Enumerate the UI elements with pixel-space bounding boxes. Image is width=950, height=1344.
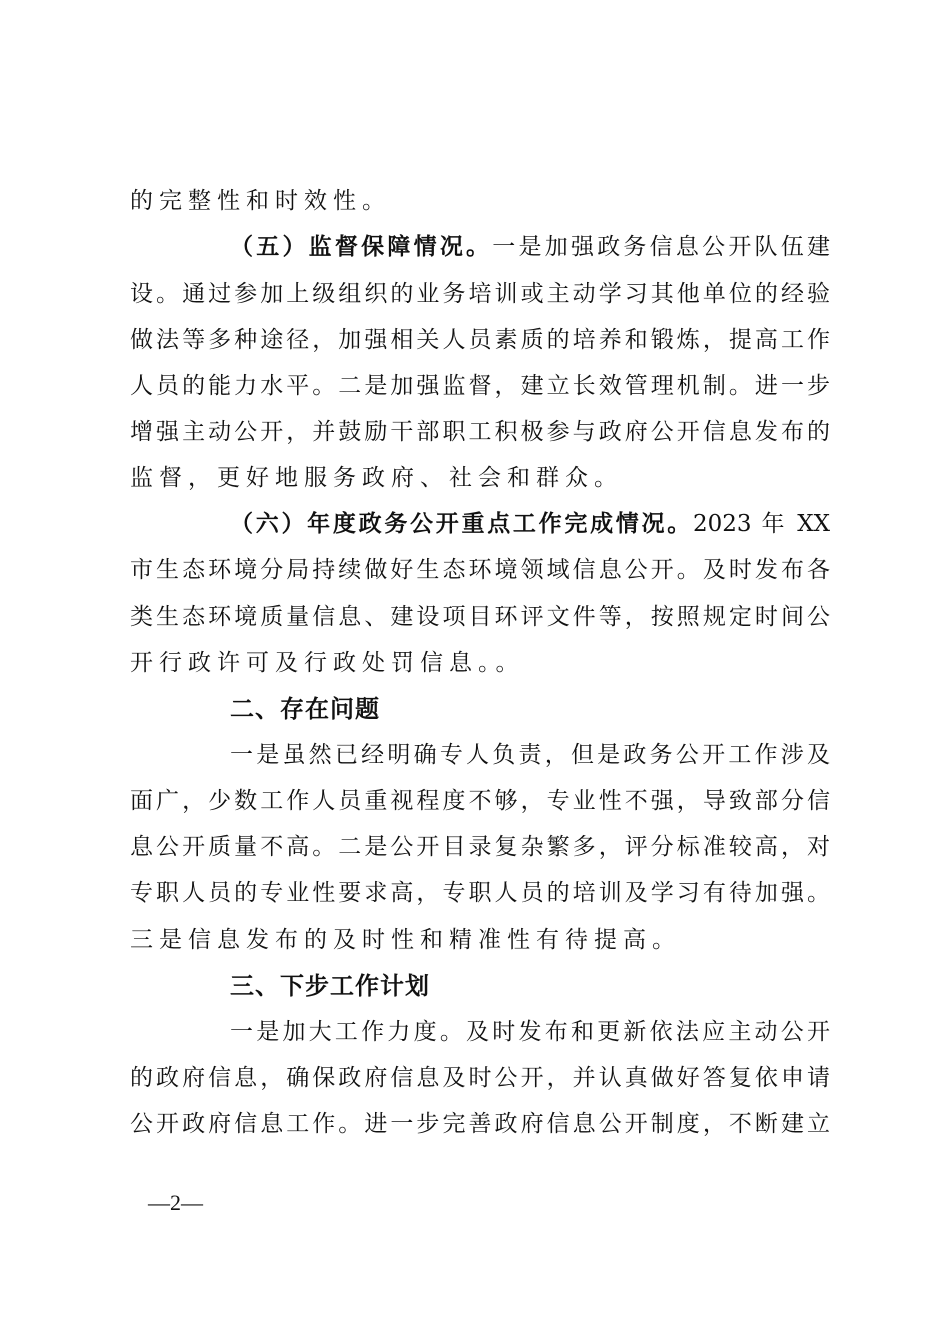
paragraph-line: 面广，少数工作人员重视程度不够，专业性不强，导致部分信 bbox=[130, 788, 830, 814]
paragraph-line: 专职人员的专业性要求高，专职人员的培训及学习有待加强。 bbox=[130, 880, 830, 906]
paragraph-line: 开行政许可及行政处罚信息。。 bbox=[130, 650, 525, 676]
section-six-text: 2023 年 XX bbox=[692, 511, 830, 537]
paragraph-line: 市生态环境分局持续做好生态环境领域信息公开。及时发布各 bbox=[130, 557, 830, 583]
paragraph-line: 三是信息发布的及时性和精准性有待提高。 bbox=[130, 927, 681, 953]
paragraph-line: 增强主动公开，并鼓励干部职工积极参与政府公开信息发布的 bbox=[130, 419, 830, 445]
page-number: —2— bbox=[148, 1190, 203, 1215]
section-six-heading: （六）年度政务公开重点工作完成情况。 bbox=[230, 510, 693, 537]
paragraph-line: 设。通过参加上级组织的业务培训或主动学习其他单位的经验 bbox=[130, 281, 830, 307]
paragraph-line: 类生态环境质量信息、建设项目环评文件等，按照规定时间公 bbox=[130, 604, 830, 630]
paragraph-line: 监督，更好地服务政府、社会和群众。 bbox=[130, 465, 623, 491]
section-five-heading: （五）监督保障情况。 bbox=[230, 233, 493, 260]
section-heading-problems: 二、存在问题 bbox=[230, 695, 380, 723]
section-six-line bbox=[230, 507, 830, 541]
section-five-text: 一是加强政务信息公开队伍建 bbox=[492, 234, 831, 260]
paragraph-line: 一是虽然已经明确专人负责，但是政务公开工作涉及 bbox=[230, 742, 830, 768]
paragraph-line: 做法等多种途径，加强相关人员素质的培养和锻炼，提高工作 bbox=[130, 327, 830, 353]
paragraph-line: 一是加大工作力度。及时发布和更新依法应主动公开 bbox=[230, 1019, 830, 1045]
section-heading-plan: 三、下步工作计划 bbox=[230, 972, 430, 1000]
paragraph-line: 的政府信息，确保政府信息及时公开，并认真做好答复依申请 bbox=[130, 1065, 830, 1091]
paragraph-line: 公开政府信息工作。进一步完善政府信息公开制度，不断建立 bbox=[130, 1111, 830, 1137]
section-five-line bbox=[230, 230, 830, 264]
paragraph-line: 人员的能力水平。二是加强监督，建立长效管理机制。进一步 bbox=[130, 373, 830, 399]
paragraph-line: 的完整性和时效性。 bbox=[130, 188, 391, 214]
paragraph-line: 息公开质量不高。二是公开目录复杂繁多，评分标准较高，对 bbox=[130, 834, 830, 860]
